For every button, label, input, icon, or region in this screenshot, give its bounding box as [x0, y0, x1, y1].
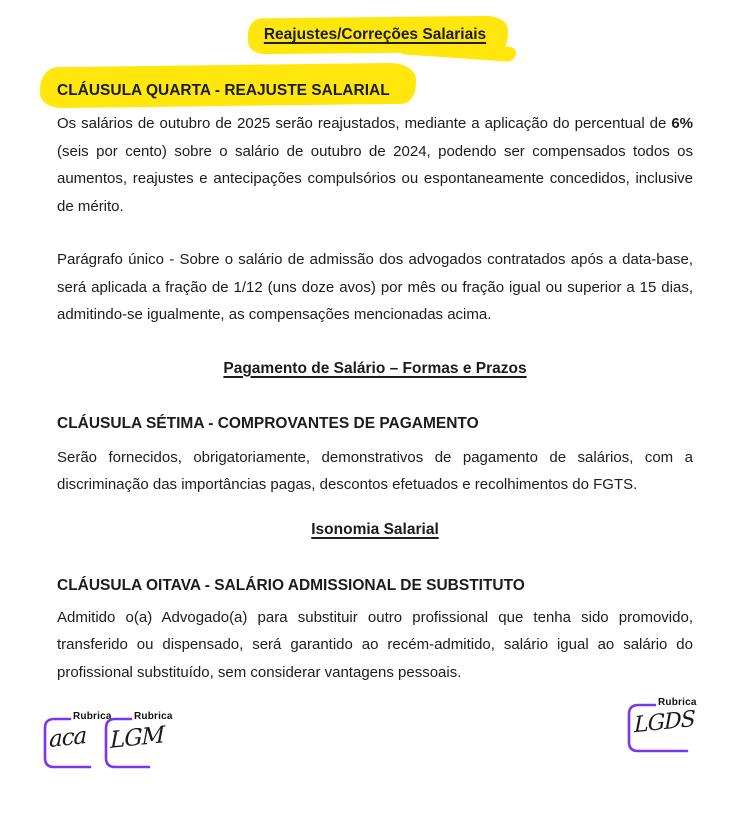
clause7-paragraph: Serão fornecidos, obrigatoriamente, demonstrativos de pagamento de salários, com a discriminação das importâncias pagas, descontos efetuados e recolhimentos do FGTS.	[57, 448, 693, 493]
clause8-paragraph: Admitido o(a) Advogado(a) para substituir outro profissional que tenha sido promovido, transferido ou dispensado, será garantido ao recém-admitido, salário igual ao salário do profissional substituído, sem considerar vantagens pessoais.	[57, 608, 693, 681]
section-title-pagamento	[57, 360, 693, 378]
highlighted-title-wrap	[264, 26, 486, 44]
section-title-text: Pagamento de Salário – Formas e Prazos	[223, 359, 527, 377]
document-page	[0, 26, 750, 822]
clause4-heading-text: CLÁUSULA QUARTA - REAJUSTE SALARIAL	[57, 82, 390, 99]
clause4-paragraph-1-pre: Os salários de outubro de 2025 serão reajustados, mediante a aplicação do percentual de	[57, 115, 672, 132]
section-title-isonomia	[57, 521, 693, 539]
section-title-reajustes	[57, 26, 693, 44]
clause4-paragraph-unico: Parágrafo único - Sobre o salário de admissão dos advogados contratados após a data-base, será aplicada a fração de 1/12 (uns doze avos) por mês ou fração igual ou superior a 15 dias, admitindo-se igualmente, as compensações mencionadas acima.	[57, 251, 693, 323]
rubrica-initials: LGDS	[634, 706, 695, 739]
rubrica-initials: aca	[49, 722, 87, 754]
rubrica-label: Rubrica	[73, 711, 112, 722]
document-body	[0, 26, 750, 686]
clause4-heading	[57, 81, 693, 100]
rubrica-label: Rubrica	[658, 697, 697, 708]
clause4-paragraph-1	[57, 110, 693, 220]
rubrica-initials: LGM	[110, 722, 165, 754]
clause4-percentage-bold: 6%	[671, 115, 693, 132]
rubrica-label: Rubrica	[134, 711, 173, 722]
clause8-heading: CLÁUSULA OITAVA - SALÁRIO ADMISSIONAL DE SUBSTITUTO	[57, 576, 525, 594]
clause7-heading: CLÁUSULA SÉTIMA - COMPROVANTES DE PAGAMENTO	[57, 414, 479, 432]
section-title-text: Reajustes/Correções Salariais	[263, 26, 487, 43]
clause4-paragraph-1-post: (seis por cento) sobre o salário de outubro de 2024, podendo ser compensados todos os aumentos, reajustes e antecipações compulsórios ou espontaneamente concedidos, inclusive de mérito.	[57, 142, 693, 215]
rubrica-stamp-2[interactable]	[101, 711, 201, 778]
highlighted-clause4-wrap	[57, 81, 390, 100]
section-title-text: Isonomia Salarial	[311, 520, 439, 538]
rubrica-stamp-3[interactable]	[625, 697, 725, 764]
